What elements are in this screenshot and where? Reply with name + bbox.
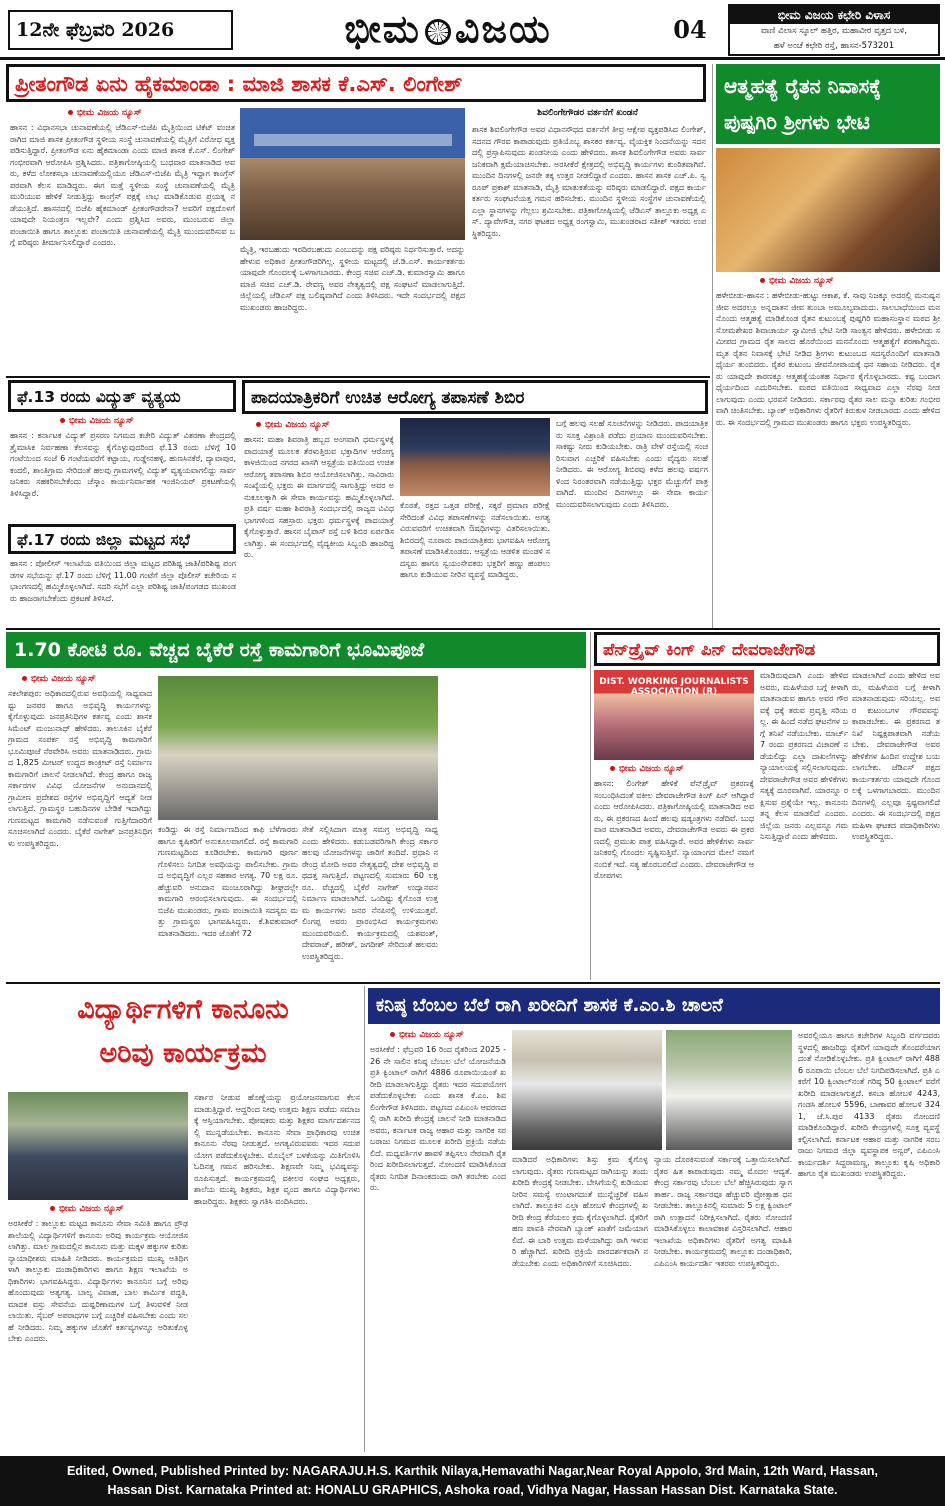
column-rule bbox=[364, 986, 365, 1452]
photo-health-camp bbox=[400, 418, 550, 496]
office-address-line-2: ಹಳೆ ಅಂಚೆ ಕಛೇರಿ ರಸ್ತೆ, ಹಾಸನ-573201 bbox=[773, 41, 895, 51]
newspaper-name bbox=[238, 4, 658, 54]
byline-ragi: ಭೀಮ ವಿಜಯ ನ್ಯೂಸ್ bbox=[390, 1030, 464, 1040]
masthead bbox=[0, 0, 945, 60]
headline-students-line-2: ಅರಿವು ಕಾರ್ಯಕ್ರಮ bbox=[99, 1038, 267, 1069]
article-pendrive-col3: ಮಾಡಲಾಗಿದೆ ಎಂದು ಹೇಳಿದ ಅವರು, ಮಹಿಳೆಯರ ಬಗ್ಗೆ ಕೀಳಾಗಿ ಮಾತನಾಡುವುದು ಸರಿಯಲ್ಲ. ಅವರ ಕುಟುಂಬಗಳ ಗೌರವವನ್ನು ಕಾಪಾಡಬೇಕು. ಈ ಪ್ರಕರಣದ ತನಿಖೆ ನಿಷ್ಪಕ್ಷಪಾತವಾಗಿ ನಡೆಯಬೇಕು. ದೇವರಾಜೇಗೌಡ ಅವರ ಹೇಳಿಕೆಗಳ ಹಿಂದಿನ ಉದ್ದೇಶ ಬಯಲಾಗಬೇಕು. ಜೆಡಿಎಸ್ ಪಕ್ಷದ ಕಾರ್ಯಕರ್ತರು ಯಾವುದೇ ಗೊಂದಲಕ್ಕೆ ಒಳಗಾಗಬಾರದು. ಮುಂದಿನ ದಿನಗಳಲ್ಲಿ ಎಲ್ಲವೂ ಸ್ಪಷ್ಟವಾಗಲಿದೆ ಎಂದರು. ಈ ಸಂದರ್ಭದಲ್ಲಿ ಪಕ್ಷದ ಮಹಿಳಾ ಘಟಕದ ಪದಾಧಿಕಾರಿಗಳು ಉಪಸ್ಥಿತರಿದ್ದರು. bbox=[852, 671, 940, 841]
headline-students-line-1: ವಿದ್ಯಾರ್ಥಿಗಳಿಗೆ ಕಾನೂನು bbox=[77, 994, 289, 1025]
article-students-col2: ಸರ್ಕಾರ ನೀಡುವ ಹೊಣ್ಣೆಯನ್ನು ಪ್ರಯೋಜನವಾಗುವ ಕೆಲಸ ಮಾಡುತ್ತಿದ್ದಾರೆ. ಆದ್ದರಿಂದ ನೀವು ಉತ್ತಮ ಶಿಕ್ಷಣ ಪಡೆದು ಸಮಾಜಕ್ಕೆ ಆಸ್ತಿಯಾಗಬೇಕು. ಪೋಷಕರು ಮತ್ತು ಶಿಕ್ಷಕರ ಮಾರ್ಗದರ್ಶನದಲ್ಲಿ ಮುನ್ನಡೆಯಬೇಕು. ಕಾನೂನು ಸೇವಾ ಪ್ರಾಧಿಕಾರವು ಉಚಿತ ಕಾನೂನು ನೆರವು ನೀಡುತ್ತದೆ. ಅಗತ್ಯವಿರುವವರು ಇದರ ಸದುಪಯೋಗ ಪಡೆದುಕೊಳ್ಳಬೇಕು. ಮೊಬೈಲ್ ಬಳಕೆಯನ್ನು ಮಿತಿಗೊಳಿಸಿ ಓದಿನತ್ತ ಗಮನ ಹರಿಸಬೇಕು. ಶಿಕ್ಷಣವೇ ನಿಮ್ಮ ಭವಿಷ್ಯವನ್ನು ರೂಪಿಸುತ್ತದೆ. ಕಾರ್ಯಕ್ರಮದಲ್ಲಿ ವಕೀಲರ ಸಂಘದ ಅಧ್ಯಕ್ಷರು, ಶಾಲೆಯ ಮುಖ್ಯ ಶಿಕ್ಷಕರು, ಶಿಕ್ಷಕ ವೃಂದ ಹಾಗೂ ವಿದ್ಯಾರ್ಥಿಗಳು ಹಾಜರಿದ್ದರು. ಶಿಕ್ಷಕರು ಸ್ವಾಗತಿಸಿ ವಂದಿಸಿದರು. bbox=[194, 1093, 360, 1206]
article-preetham-col3: ಶಾಸಕ ಶಿವಲಿಂಗೇಗೌಡ ಅವರ ವಿಧಾನಸೌಧದ ವರ್ತನೆಗೆ ತೀವ್ರ ಆಕ್ಷೇಪ ವ್ಯಕ್ತಪಡಿಸಿದ ಲಿಂಗೇಶ್, ಸದನದ ಗೌರವ ಕಾಪಾಡುವುದು ಪ್ರತಿಯೊಬ್ಬ ಶಾಸಕರ ಕರ್ತವ್ಯ. ವೈಯಕ್ತಿಕ ನಿಂದನೆಯನ್ನು ಸದನದಲ್ಲಿ ಪ್ರಸ್ತಾಪಿಸುವುದು ಖಂಡನೀಯ ಎಂದು ಹೇಳಿದರು. ಶಾಸಕ ಶಿವಲಿಂಗೇಗೌಡ ಅವರು ಸಾರ್ವಜನಿಕವಾಗಿ ಕ್ಷಮೆಯಾಚಿಸಬೇಕು. ಅರಸೀಕೆರೆ ಕ್ಷೇತ್ರದಲ್ಲಿ ಅಭಿವೃದ್ಧಿ ಕಾರ್ಯಗಳು ಕುಂಠಿತವಾಗಿವೆ. ಮುಂದಿನ ದಿನಗಳಲ್ಲಿ ಜನರೇ ತಕ್ಕ ಉತ್ತರ ನೀಡಲಿದ್ದಾರೆ ಎಂದರು. ಹಾಸನ ಶಾಸಕ ಎಚ್.ಪಿ. ಸ್ವರೂಪ್ ಪ್ರಕಾಶ್ ಮಾತನಾಡಿ, ಮೈತ್ರಿ ಮಾತುಕತೆಯನ್ನು ವರಿಷ್ಠರು ಮಾಡಲಿದ್ದಾರೆ. ಪಕ್ಷದ ಕಾರ್ಯಕರ್ತರು ಸಂಘಟನೆಯತ್ತ ಗಮನ ಹರಿಸಬೇಕು. ಮುಂದಿನ ಸ್ಥಳೀಯ ಸಂಸ್ಥೆಗಳ ಚುನಾವಣೆಯಲ್ಲಿ ಎಲ್ಲಾ ಸ್ಥಾನಗಳನ್ನು ಗೆಲ್ಲಲು ಶ್ರಮಿಸಬೇಕು. ಪತ್ರಿಕಾಗೋಷ್ಠಿಯಲ್ಲಿ ಜೆಡಿಎಸ್ ತಾಲ್ಲೂಕು ಅಧ್ಯಕ್ಷ ಎಸ್. ದ್ಯಾವೇಗೌಡ, ನಗರ ಘಟಕದ ಅಧ್ಯಕ್ಷ ರಂಗಸ್ವಾಮಿ, ಮುಖಂಡರಾದ ಸತೀಶ್ ಇತರರು ಉಪಸ್ಥಿತರಿದ್ದರು. bbox=[472, 125, 706, 238]
imprint-line-2: Hassan Dist. Karnataka Printed at: HONALU GRAPHICS, Ashoka road, Vidhya Nagar, Hassan Hassan Dist. Karnataka State. bbox=[107, 1483, 838, 1497]
headline-bhoomipooja: 1.70 ಕೋಟಿ ರೂ. ವೆಚ್ಚದ ಬೈಕೆರೆ ರಸ್ತೆ ಕಾಮಗಾರಿಗೆ ಭೂಮಿಪೂಜೆ bbox=[6, 632, 586, 668]
article-bhoomipooja-col1: ಸಕಲೇಶಪುರ: ಅಧಿಕಾರದಲ್ಲಿರುವ ಅವಧಿಯಲ್ಲಿ ಸಾಧ್ಯವಾದಷ್ಟು ಜನಪರ ಹಾಗೂ ಅಭಿವೃದ್ಧಿ ಕಾರ್ಯಗಳನ್ನು ಕೈಗೊಳ್ಳುವುದು ಜನಪ್ರತಿನಿಧಿಗಳ ಕರ್ತವ್ಯ ಎಂದು ಶಾಸಕ ಸಿಮೆಂಟ್ ಮಂಜುನಾಥ್ ಹೇಳಿದರು. ತಾಲೂಕಿನ ಬೈಕೆರೆ ಗ್ರಾಮದ ಸಂಪರ್ಕ ರಸ್ತೆ ಅಭಿವೃದ್ಧಿ ಕಾಮಗಾರಿಗೆ ಭೂಮಿಪೂಜೆ ನೆರವೇರಿಸಿ ಅವರು ಮಾತನಾಡಿದರು. ಗ್ರಾಮದ 1,825 ಮೀಟರ್ ಉದ್ದದ ಕಾಂಕ್ರೀಟ್ ರಸ್ತೆ ನಿರ್ಮಾಣ ಕಾಮಗಾರಿಗೆ ಚಾಲನೆ ನೀಡಲಾಗಿದೆ. ಕೇಂದ್ರ ಹಾಗೂ ರಾಜ್ಯ ಸರ್ಕಾರಗಳ ವಿವಿಧ ಯೋಜನೆಗಳ ಅನುದಾನದಲ್ಲಿ ಗ್ರಾಮೀಣ ಪ್ರದೇಶದ ರಸ್ತೆಗಳ ಅಭಿವೃದ್ಧಿಗೆ ಆದ್ಯತೆ ನೀಡಲಾಗುತ್ತಿದೆ. ಗ್ರಾಮಸ್ಥರ ಬಹುದಿನಗಳ ಬೇಡಿಕೆ ಇದಾಗಿದ್ದು ಗುಣಮಟ್ಟದ ಕಾಮಗಾರಿ ನಡೆಸುವಂತೆ ಗುತ್ತಿಗೆದಾರರಿಗೆ ಸೂಚಿಸಲಾಗಿದೆ ಎಂದರು. ಬೈಕೆರೆ ನಾಗೇಶ್ ಜನಪ್ರತಿನಿಧಿಗಳು ಉಪಸ್ಥಿತರಿದ್ದರು. bbox=[8, 689, 152, 848]
subhead-preetham: ಶಿವಲಿಂಗೇಗೌಡರ ವರ್ತನೆಗೆ ಖಂಡನೆ bbox=[537, 108, 638, 118]
photo-press-meet-preetham bbox=[240, 108, 465, 240]
imprint-footer bbox=[0, 1456, 945, 1506]
photo-students-program bbox=[8, 1092, 188, 1200]
article-preetham-col2: ಮೈತ್ರಿ, ಇರಬಹುದು ಇರದಿರಬಹುದು ಎಂಬುದನ್ನು ಪಕ್ಷ ವರಿಷ್ಠರು ನಿರ್ಧರಿಸುತ್ತಾರೆ. ಅದನ್ನು ಹೇಳುವ ಅಧಿಕಾರ ಪ್ರೀತಂಗೌಡರಿಗಿಲ್ಲ. ಸ್ಥಳೀಯ ಮಟ್ಟದಲ್ಲಿ ಜೆ.ಡಿ.ಎಸ್. ಕಾರ್ಯಕರ್ತರು ಯಾವುದೇ ಗೊಂದಲಕ್ಕೆ ಒಳಗಾಗಬಾರದು. ಕೇಂದ್ರ ಸಚಿವ ಎಚ್.ಡಿ. ಕುಮಾರಸ್ವಾಮಿ ಹಾಗೂ ಮಾಜಿ ಸಚಿವ ಎಚ್.ಡಿ. ರೇವಣ್ಣ ಅವರ ನೇತೃತ್ವದಲ್ಲಿ ಪಕ್ಷ ಸಂಘಟನೆ ಮಾಡಲಾಗುತ್ತಿದೆ. ಜಿಲ್ಲೆಯಲ್ಲಿ ಜೆಡಿಎಸ್ ಪಕ್ಷ ಬಲಿಷ್ಠವಾಗಿದೆ ಎಂದು ತಿಳಿಸಿದರು. ಇದೇ ಸಂದರ್ಭದಲ್ಲಿ ಪಕ್ಷದ ಮುಖಂಡರು ಹಾಜರಿದ್ದರು. bbox=[240, 245, 465, 312]
column-rule bbox=[590, 632, 591, 980]
byline-preetham: ಭೀಮ ವಿಜಯ ನ್ಯೂಸ್ bbox=[68, 108, 142, 118]
byline-bhoomipooja: ಭೀಮ ವಿಜಯ ನ್ಯೂಸ್ bbox=[22, 674, 96, 684]
article-electricity: ಹಾಸನ : ಕರ್ನಾಟಕ ವಿದ್ಯುತ್ ಪ್ರಸರಣ ನಿಗಮದ ಕಚೇರಿ ವಿದ್ಯುತ್ ವಿತರಣಾ ಕೇಂದ್ರದಲ್ಲಿ ತ್ರೈಮಾಸಿಕ ನಿರ್ವಹಣಾ ಕೆಲಸವನ್ನು ಕೈಗೊಳ್ಳುವುದರಿಂದ ಫೆ.13 ರಂದು ಬೆಳಿಗ್ಗೆ 10 ಗಂಟೆಯಿಂದ ಸಂಜೆ 6 ಗಂಟೆಯವರೆಗೆ ಕಟ್ಟಾಯ, ಗುಡ್ಡೇನಹಳ್ಳಿ, ಹುಣಸಿನಕೆರೆ, ದ್ಯಾವಾಪುರ, ಕಂದಲಿ, ಶಾಂತಿಗ್ರಾಮ ಸೇರಿದಂತೆ ಹಲವು ಗ್ರಾಮಗಳಲ್ಲಿ ವಿದ್ಯುತ್ ವ್ಯತ್ಯಯವಾಗಲಿದ್ದು ಸಾರ್ವಜನಿಕರು ಸಹಕರಿಸಬೇಕೆಂದು ಚೆಸ್ಕಾಂ ಕಾರ್ಯನಿರ್ವಾಹಕ ಇಂಜಿನಿಯರ್ ಪ್ರಕಟಣೆಯಲ್ಲಿ ತಿಳಿಸಿದ್ದಾರೆ. bbox=[10, 431, 236, 498]
headline-ragi: ಕನಿಷ್ಠ ಬೆಂಬಲ ಬೆಲೆ ರಾಗಿ ಖರೀದಿಗೆ ಶಾಸಕ ಕೆ.ಎಂ.ಶಿ ಚಾಲನೆ bbox=[368, 988, 940, 1024]
headline-students bbox=[6, 988, 360, 1078]
article-pendrive-col1: ಹಾಸನ: ಲಿಂಗೇಶ್ ಹೇಳಿಕೆ ಪೆನ್‌ಡ್ರೈವ್ ಪ್ರಕರಣಕ್ಕೆ ಸಂಬಂಧಿಸಿದಂತೆ ವಕೀಲ ದೇವರಾಜೇಗೌಡ ಕಿಂಗ್ ಪಿನ್ ಆಗಿದ್ದಾರೆ ಎಂದು ಆರೋಪಿಸಿದರು. ಪತ್ರಿಕಾಗೋಷ್ಠಿಯಲ್ಲಿ ಮಾತನಾಡಿದ ಅವರು, ಈ ಪ್ರಕರಣದ ಹಿಂದೆ ಹಲವು ಷಡ್ಯಂತ್ರಗಳು ನಡೆದಿವೆ. ಬುಧವಾರ ಮಾತನಾಡಿದ ಅವರು, ದೇವರಾಜೇಗೌಡ ಅವರು ಈ ಪ್ರಕರಣದಲ್ಲಿ ಪ್ರಮುಖ ಪಾತ್ರ ವಹಿಸಿದ್ದಾರೆ. ಅವರ ಹೇಳಿಕೆಗಳು ಸಾರ್ವಜನಿಕರಲ್ಲಿ ಗೊಂದಲ ಸೃಷ್ಟಿಸುತ್ತಿವೆ. ನ್ಯಾಯಾಂಗದ ಮೇಲೆ ನಮಗೆ ನಂಬಿಕೆ ಇದೆ. ಸತ್ಯ ಹೊರಬರಲಿದೆ ಎಂದರು. ದೇವರಾಜೇಗೌಡ ಆರೋಪಗಳು bbox=[594, 779, 754, 880]
headline-pushpagiri: ಆತ್ಮಹತ್ಯೆ ರೈತನ ನಿವಾಸಕ್ಕೆ ಪುಷ್ಪಗಿರಿ ಶ್ರೀಗಳು ಭೇಟಿ bbox=[716, 64, 940, 144]
photo-swamiji-visit bbox=[716, 148, 940, 272]
newspaper-name-right: ವಿಜಯ bbox=[454, 7, 552, 51]
section-rule bbox=[6, 982, 940, 984]
photo-pendrive-press-meet bbox=[594, 670, 754, 760]
article-preetham-col1: ಹಾಸನ : ವಿಧಾನಸಭಾ ಚುನಾವಣೆಯಲ್ಲಿ ಜೆಡಿಎಸ್-ಬಿಜೆಪಿ ಮೈತ್ರಿಯಿಂದ ಟಿಕೆಟ್ ವಂಚಿತರಾಗಿದ ಮಾಜಿ ಶಾಸಕ ಪ್ರೀತಂಗೌಡ ಸ್ಥಳೀಯ ಸಂಸ್ಥೆ ಚುನಾವಣೆಯಲ್ಲಿ ಮೈತ್ರಿಗೆ ವಿರೋಧ ವ್ಯಕ್ತಪಡಿಸುತ್ತಿದ್ದಾರೆ. ಪ್ರೀತಂಗೌಡ ಏನು ಹೈಕಮಾಂಡಾ ಎಂದು ಮಾಜಿ ಶಾಸಕ ಕೆ.ಎಸ್. ಲಿಂಗೇಶ್ ಗಂಭೀರವಾಗಿ ಆರೋಪಿಸಿ ಪ್ರಶ್ನಿಸಿದರು. ಪತ್ರಿಕಾಗೋಷ್ಠಿಯಲ್ಲಿ ಬುಧವಾರ ಮಾತನಾಡಿದ ಅವರು, ಕಳೆದ ಲೋಕಸಭಾ ಚುನಾವಣೆಯಲ್ಲಿಯೂ ಜೆಡಿಎಸ್-ಬಿಜೆಪಿ ಮೈತ್ರಿ ಇದ್ದಾಗ ಕಾಂಗ್ರೆಸ್ ಪರವಾಗಿ ಕೆಲಸ ಮಾಡಿದ್ದರು. ಈಗ ಮತ್ತೆ ಸ್ಥಳೀಯ ಸಂಸ್ಥೆ ಚುನಾವಣೆಯಲ್ಲಿ ಮೈತ್ರಿ ಮುರಿಯುವ ಹೇಳಿಕೆ ನೀಡುತ್ತಿದ್ದು ಕಾಂಗ್ರೆಸ್ ಪಕ್ಷಕ್ಕೆ ಲಾಭ ಮಾಡಿಕೊಡುವ ಪ್ರಯತ್ನ ನಡೆಯುತ್ತಿದೆ. ಹಾಸನದಲ್ಲಿ ಬಿಜೆಪಿ ಹೈಕಮಾಂಡ್ ಪ್ರೀತಂಗೌಡರೇನಾ? ಅವರಿಗೆ ಪಕ್ಷದೊಳಗೆ ಯಾವುದೇ ನಿಯಂತ್ರಣ ಇಲ್ಲವೇ? ಎಂದು ಪ್ರಶ್ನಿಸಿದ ಅವರು, ಮುಂಬರುವ ಜಿಲ್ಲಾ ಪಂಚಾಯಿತಿ ಹಾಗೂ ತಾಲ್ಲೂಕು ಪಂಚಾಯಿತಿ ಚುನಾವಣೆಯಲ್ಲಿ ಮೈತ್ರಿ ಮುಂದುವರಿಸುವ ಬಗ್ಗೆ ವರಿಷ್ಠರು ತೀರ್ಮಾನಿಸಲಿದ್ದಾರೆ ಎಂದರು. bbox=[10, 123, 235, 247]
page-number: 04 bbox=[673, 15, 707, 44]
imprint-line-1: Edited, Owned, Published Printed by: NAGARAJU.H.S. Karthik Nilaya,Hemavathi Nagar,Near Royal Appolo, 3rd Main, 12th Ward, Hassan, bbox=[66, 1464, 879, 1478]
section-rule bbox=[6, 628, 940, 630]
article-ragi-col3: ನ್ಯಾಯ ದೊರಕಿಸುವಂತೆ ಸರ್ಕಾರಕ್ಕೆ ಒತ್ತಾಯಿಸಲಾಗಿದೆ. ರೈತರ ಹಿತ ಕಾಪಾಡುವುದು ನಮ್ಮ ಮೊದಲ ಆದ್ಯತೆ. ಕೇಂದ್ರ ಸರ್ಕಾರವು ಬೆಂಬಲ ಬೆಲೆ ಹೆಚ್ಚಿಸಿರುವುದು ಸ್ವಾಗತಾರ್ಹ. ರಾಜ್ಯ ಸರ್ಕಾರವೂ ಹೆಚ್ಚುವರಿ ಪ್ರೋತ್ಸಾಹ ಧನ ನೀಡಬೇಕು. ತಾಲ್ಲೂಕಿನಲ್ಲಿ ಸುಮಾರು 5 ಲಕ್ಷ ಕ್ವಿಂಟಾಲ್ ರಾಗಿ ಉತ್ಪಾದನೆ ನಿರೀಕ್ಷಿಸಲಾಗಿದೆ. ರೈತರು ನೋಂದಣಿ ಮಾಡಿಸಿಕೊಳ್ಳಲು ಕಾಲಾವಕಾಶ ವಿಸ್ತರಿಸಲಾಗಿದೆ. ಆಹಾರ ಇಲಾಖೆಯ ಅಧಿಕಾರಿಗಳು ರೈತರಿಗೆ ಅಗತ್ಯ ಮಾಹಿತಿ ನೀಡಬೇಕು. ಕಾರ್ಯಕ್ರಮದಲ್ಲಿ ತಾಲ್ಲೂಕು ದಂಡಾಧಿಕಾರಿ, ಎಪಿಎಂಸಿ ಕಾರ್ಯದರ್ಶಿ ಇತರರು ಉಪಸ್ಥಿತರಿದ್ದರು. bbox=[654, 1155, 792, 1268]
photo-ragi-procurement bbox=[666, 1030, 792, 1150]
article-district-meeting: ಹಾಸನ : ಪೋಲೀಸ್ ಇಲಾಖೆಯ ವತಿಯಿಂದ ಜಿಲ್ಲಾ ಮಟ್ಟದ ಪರಿಶಿಷ್ಟ ಜಾತಿ/ಪರಿಶಿಷ್ಟ ಪಂಗಡಗಳ ಸಭೆಯನ್ನು ಫೆ.17 ರಂದು ಬೆಳಿಗ್ಗೆ 11.00 ಗಂಟೆಗೆ ಜಿಲ್ಲಾ ಪೊಲೀಸ್ ಕಚೇರಿಯ ಸಭಾಂಗಣದಲ್ಲಿ ಹಮ್ಮಿಕೊಳ್ಳಲಾಗಿದೆ. ಸದರಿ ಸಭೆಗೆ ಎಲ್ಲಾ ಪರಿಶಿಷ್ಟ ಜಾತಿ/ಪಂಗಡದ ಮುಖಂಡರು ಹಾಜರಾಗಬೇಕೆಂದು ಪ್ರಕಟಣೆ ತಿಳಿಸಿದೆ. bbox=[10, 559, 236, 603]
column-rule bbox=[712, 64, 713, 628]
issue-date: 12ನೇ ಫೆಬ್ರವರಿ 2026 bbox=[8, 10, 233, 50]
byline-pendrive: ಭೀಮ ವಿಜಯ ನ್ಯೂಸ್ bbox=[610, 764, 684, 774]
article-pendrive-col2: ಮಾಡಿರುವುದಾಗಿ ಎಂದು ಹೇಳಿದ ಅವರು, ಮಹಿಳೆಯರ ಬಗ್ಗೆ ಕೀಳಾಗಿ ಮಾತನಾಡುವ ಹಾಗೂ ಅವರ ಗೌರವಕ್ಕೆ ಧಕ್ಕೆ ತರುವ ಪ್ರವೃತ್ತಿ ಸರಿಯಲ್ಲ. ಈ ಹಿಂದೆ ನಡೆದ ಘಟನೆಗಳ ಬಗ್ಗೆ ತನಿಖೆ ನಡೆಯಬೇಕು. ಮಾರ್ಚ್ 7 ರಂದು ಪ್ರಕರಣದ ವಿಚಾರಣೆ ನಡೆಯಲಿದ್ದು ಎಲ್ಲಾ ದಾಖಲೆಗಳನ್ನು ನ್ಯಾಯಾಲಯಕ್ಕೆ ಸಲ್ಲಿಸಲಾಗುವುದು. ದೇವರಾಜೇಗೌಡ ಅವರ ಹೇಳಿಕೆಗಳು ಸತ್ಯಕ್ಕೆ ದೂರವಾಗಿವೆ. ಯಾರನ್ನೂ ರಕ್ಷಿಸುವ ಪ್ರಶ್ನೆಯೇ ಇಲ್ಲ. ಕಾನೂನು ತನ್ನ ಕೆಲಸ ಮಾಡಲಿದೆ ಎಂದರು. ಜಿಲ್ಲೆಯ ಜನರು ಎಲ್ಲವನ್ನೂ ಗಮನಿಸುತ್ತಿದ್ದಾರೆ ಎಂದು ಹೇಳಿದರು. bbox=[760, 671, 848, 841]
newspaper-name-left: ಭೀಮ bbox=[344, 7, 421, 51]
article-health-camp-col3: ಬಗ್ಗೆ ಹಲವು ಸಲಹೆ ಸೂಚನೆಗಳನ್ನು ನೀಡಿದರು. ಪಾದಯಾತ್ರಿಕರು ಸೂಕ್ತ ವಿಶ್ರಾಂತಿ ಪಡೆದು ಪ್ರಯಾಣ ಮುಂದುವರಿಸಬೇಕು. ಸಾಕಷ್ಟು ನೀರು ಕುಡಿಯಬೇಕು. ರಾತ್ರಿ ವೇಳೆ ರಸ್ತೆಯಲ್ಲಿ ಸಂಚರಿಸುವಾಗ ಎಚ್ಚರಿಕೆ ವಹಿಸಬೇಕು ಎಂದು ವೈದ್ಯರು ಸಲಹೆ ನೀಡಿದರು. ಈ ಆರೋಗ್ಯ ಶಿಬಿರವು ಕಳೆದ ಹಲವು ವರ್ಷಗಳಿಂದ ನಿರಂತರವಾಗಿ ನಡೆಯುತ್ತಿದ್ದು ಭಕ್ತರ ಮೆಚ್ಚುಗೆಗೆ ಪಾತ್ರವಾಗಿದೆ. ಮುಂದಿನ ದಿನಗಳಲ್ಲೂ ಈ ಸೇವಾ ಕಾರ್ಯ ಮುಂದುವರಿಸಲಾಗುವುದು ಎಂದು ತಿಳಿಸಿದರು. bbox=[556, 419, 708, 509]
headline-health-camp: ಪಾದಯಾತ್ರಿಕರಿಗೆ ಉಚಿತ ಆರೋಗ್ಯ ತಪಾಸಣೆ ಶಿಬಿರ bbox=[242, 380, 708, 414]
photo-ragi-launch bbox=[512, 1030, 662, 1150]
office-address-box bbox=[728, 4, 940, 56]
article-ragi-col1: ಅರಸೀಕೆರೆ : ಫೆಬ್ರವರಿ 16 ರಿಂದ ರೈತರಿಂದ 2025 - 26 ನೇ ಸಾಲಿನ ಕನಿಷ್ಠ ಬೆಂಬಲ ಬೆಲೆ ಯೋಜನೆಯಡಿ ಪ್ರತಿ ಕ್ವಿಂಟಾಲ್ ರಾಗಿಗೆ 4886 ರೂಪಾಯಿಯಂತೆ ಖರೀದಿ ಮಾಡಲಾಗುತ್ತಿದ್ದು ರೈತರು ಇದರ ಸದುಪಯೋಗ ಪಡೆದುಕೊಳ್ಳಬೇಕು ಎಂದು ಶಾಸಕ ಕೆ.ಎಂ. ಶಿವಲಿಂಗೇಗೌಡ ತಿಳಿಸಿದರು. ಪಟ್ಟಣದ ಎಪಿಎಂಸಿ ಆವರಣದಲ್ಲಿ ರಾಗಿ ಖರೀದಿ ಕೇಂದ್ರಕ್ಕೆ ಚಾಲನೆ ನೀಡಿ ಮಾತನಾಡಿದ ಅವರು, ಕರ್ನಾಟಕ ರಾಜ್ಯ ಆಹಾರ ಮತ್ತು ನಾಗರಿಕ ಸರಬರಾಜು ನಿಗಮದ ಮೂಲಕ ಖರೀದಿ ಪ್ರಕ್ರಿಯೆ ನಡೆಯಲಿದೆ. ಮಧ್ಯವರ್ತಿಗಳ ಹಾವಳಿ ತಪ್ಪಿಸಲು ನೇರವಾಗಿ ರೈತರಿಂದ ಖರೀದಿಸಲಾಗುತ್ತದೆ. ನೋಂದಣಿ ಮಾಡಿಸಿಕೊಂಡ ರೈತರು ನಿಗದಿತ ದಿನಾಂಕದಂದು ರಾಗಿ ತರಬೇಕು ಎಂದರು. bbox=[370, 1045, 506, 1192]
article-bhoomipooja-col3: ಸೇತೆ ಸಲ್ಲಿಸಿದಾಗ ಮಾತ್ರ ಸಮಗ್ರ ಅಭಿವೃದ್ಧಿ ಸಾಧ್ಯ ಎಂದು ಹೇಳಿದರು. ಕಡುಬಡವರಿಗಾಗಿ ಕೇಂದ್ರ ಸರ್ಕಾರ ಹಲವು ಯೋಜನೆಗಳನ್ನು ಜಾರಿಗೆ ತಂದಿದೆ. ಪ್ರಧಾನಿ ನರೇಂದ್ರ ಮೋದಿ ಅವರ ನೇತೃತ್ವದಲ್ಲಿ ದೇಶ ಅಭಿವೃದ್ಧಿ ಪಥದತ್ತ ಸಾಗುತ್ತಿದೆ. ಪಟ್ಟಣದಲ್ಲಿ ಸುಮಾರು 60 ಲಕ್ಷ ರೂ. ವೆಚ್ಚದಲ್ಲಿ ಬೈಕೆರೆ ನಾಗೇಶ್ ಉದ್ಯಾನವನ ನಿರ್ಮಾಣ ಮಾಡಲಾಗಿದೆ. ಒಂದಿಷ್ಟು ಕೈಗೊಂಡ ಉತ್ತಮ ಕಾರ್ಯಗಳು ಜನರ ನೆನಪಿನಲ್ಲಿ ಉಳಿಯುತ್ತವೆ. ಲಿಂಗಪ್ಪ ಅವರು ಪ್ರಾರಂಭಿಸಿದ ಕಾರ್ಯಕ್ರಮಗಳು ಮುಂದುವರಿಯಲಿ. ಕಾರ್ಯಕ್ರಮದಲ್ಲಿ ಯಶವಂತ್, ದೇವರಾಜ್, ಹರೀಶ್, ಜಗದೀಶ್ ಸೇರಿದಂತೆ ಹಲವರು ಉಪಸ್ಥಿತರಿದ್ದರು. bbox=[302, 825, 438, 961]
headline-district-meeting: ಫೆ.17 ರಂದು ಜಿಲ್ಲಾ ಮಟ್ಟದ ಸಭೆ bbox=[8, 524, 236, 554]
byline-students: ಭೀಮ ವಿಜಯ ನ್ಯೂಸ್ bbox=[50, 1204, 124, 1214]
article-health-camp-col1: ಹಾಸನ: ಮಹಾ ಶಿವರಾತ್ರಿ ಹಬ್ಬದ ಅಂಗವಾಗಿ ಧರ್ಮಸ್ಥಳಕ್ಕೆ ಪಾದಯಾತ್ರೆ ಮೂಲಕ ತೆರಳುತ್ತಿರುವ ಭಕ್ತಾದಿಗಳ ಆರೋಗ್ಯ ಕಾಳಜಿಯಿಂದ ನಗರದ ಖಾಸಗಿ ಆಸ್ಪತ್ರೆಯ ವತಿಯಿಂದ ಉಚಿತ ಆರೋಗ್ಯ ತಪಾಸಣಾ ಶಿಬಿರ ಆಯೋಜಿಸಲಾಗಿತ್ತು. ಸಾವಿರಾರು ಸಂಖ್ಯೆಯಲ್ಲಿ ಭಕ್ತರು ಈ ಮಾರ್ಗದಲ್ಲಿ ಸಾಗುತ್ತಿದ್ದು ಅವರ ಅನುಕೂಲಕ್ಕಾಗಿ ಈ ಸೇವಾ ಕಾರ್ಯವನ್ನು ಹಮ್ಮಿಕೊಳ್ಳಲಾಗಿದೆ. ಪ್ರತಿ ವರ್ಷ ಮಹಾ ಶಿವರಾತ್ರಿ ಸಂದರ್ಭದಲ್ಲಿ ರಾಜ್ಯದ ವಿವಿಧ ಭಾಗಗಳಿಂದ ಸಹಸ್ರಾರು ಭಕ್ತರು ಧರ್ಮಸ್ಥಳಕ್ಕೆ ಪಾದಯಾತ್ರೆ ಕೈಗೊಳ್ಳುತ್ತಾರೆ. ಹಾಸನ ಬೈಪಾಸ್ ರಸ್ತೆ ಬಳಿ ಶಿಬಿರ ಏರ್ಪಡಿಸಲಾಗಿತ್ತು. ಈ ಸಂದರ್ಭದಲ್ಲಿ ವೈದ್ಯಕೀಯ ಸಿಬ್ಬಂದಿ ಹಾಜರಿದ್ದರು. bbox=[244, 435, 394, 559]
headline-pendrive: ಪೆನ್‌ಡ್ರೈವ್ ಕಿಂಗ್ ಪಿನ್ ದೇವರಾಜೇಗೌಡ bbox=[594, 632, 940, 666]
office-title: ಭೀಮ ವಿಜಯ ಕಛೇರಿ ವಿಳಾಸ bbox=[730, 6, 938, 24]
chakra-icon bbox=[425, 19, 451, 45]
office-address-line-1: ವಾಣಿ ವಿಲಾಸ ಸ್ಕೂಲ್ ಹತ್ತಿರ, ಮಹಾವೀರ ವೃತ್ತದ ಬಳಿ, bbox=[760, 26, 908, 36]
article-students-col1: ಅರಸೀಕೆರೆ : ತಾಲ್ಲೂಕು ಮಟ್ಟದ ಕಾನೂನು ಸೇವಾ ಸಮಿತಿ ಹಾಗೂ ಪ್ರೌಢ ಶಾಲೆಯಲ್ಲಿ ವಿದ್ಯಾರ್ಥಿಗಳಿಗೆ ಕಾನೂನು ಅರಿವು ಕಾರ್ಯಕ್ರಮ ಆಯೋಜಿಸಲಾಗಿತ್ತು. ಮಾಲ ಗ್ರಾಮದಲ್ಲಿನ ಕಾನೂನು ಮತ್ತು ಮಕ್ಕಳ ಹಕ್ಕುಗಳ ಕುರಿತು ನ್ಯಾಯಾಧೀಶರು ಮಾಹಿತಿ ನೀಡಿದರು. ಕಾರ್ಯಕ್ರಮದ ಮುಖ್ಯ ಅತಿಥಿಗಳಾಗಿ ತಾಲ್ಲೂಕು ದಂಡಾಧಿಕಾರಿಗಳು ಹಾಗೂ ಶಿಕ್ಷಣ ಇಲಾಖೆಯ ಅಧಿಕಾರಿಗಳು ಭಾಗವಹಿಸಿದ್ದರು. ವಿದ್ಯಾರ್ಥಿಗಳು ಕಾನೂನಿನ ಬಗ್ಗೆ ಅರಿವು ಹೊಂದುವುದು ಅತ್ಯಗತ್ಯ. ಬಾಲ್ಯ ವಿವಾಹ, ಬಾಲ ಕಾರ್ಮಿಕ ಪದ್ಧತಿ, ಮಾದಕ ವಸ್ತು ಸೇವನೆಯ ದುಷ್ಪರಿಣಾಮಗಳ ಬಗ್ಗೆ ತಿಳುವಳಿಕೆ ನೀಡಲಾಯಿತು. ಸೈಬರ್ ಅಪರಾಧಗಳ ಬಗ್ಗೆ ಎಚ್ಚರಿಕೆ ವಹಿಸಬೇಕು ಎಂದು ಸಲಹೆ ನೀಡಿದರು. ನಿಮ್ಮ ಹಕ್ಕುಗಳ ಜೊತೆಗೆ ಕರ್ತವ್ಯಗಳನ್ನೂ ಅರಿತುಕೊಳ್ಳಬೇಕು ಎಂದರು. bbox=[8, 1219, 188, 1343]
section-rule bbox=[6, 376, 710, 378]
article-ragi-col4: ಅವರಲ್ಲಿಯೂ ಹಾಗೂ ಕಚೇರಿಗಳ ಸಿಬ್ಬಂದಿ ವರ್ಗದವರು ಸ್ಥಳದಲ್ಲಿ ಹಾಜರಿದ್ದು ರೈತರಿಗೆ ಯಾವುದೇ ತೊಂದರೆಯಾಗದಂತೆ ನೋಡಿಕೊಳ್ಳಬೇಕು. ಪ್ರತಿ ಕ್ವಿಂಟಾಲ್ ರಾಗಿಗೆ 4886 ರೂಪಾಯಿ ಬೆಂಬಲ ಬೆಲೆ ನಿಗದಿಪಡಿಸಲಾಗಿದೆ. ಪ್ರತಿ ಎಕರೆಗೆ 10 ಕ್ವಿಂಟಾಲ್‌ನಂತೆ ಗರಿಷ್ಠ 50 ಕ್ವಿಂಟಾಲ್ ವರೆಗೆ ಖರೀದಿ ಮಾಡಲಾಗುತ್ತದೆ. ಕಸಬಾ ಹೋಬಳಿ 4243, ಗಂಡಸಿ ಹೋಬಳಿ 5596, ಬಾಣಾವರ ಹೋಬಳಿ 3241, ಜೆ.ಸಿ.ಪುರ 4133 ರೈತರು ನೋಂದಣಿ ಮಾಡಿಕೊಂಡಿದ್ದಾರೆ. ಖರೀದಿ ಕೇಂದ್ರಗಳಲ್ಲಿ ಸೂಕ್ತ ವ್ಯವಸ್ಥೆ ಕಲ್ಪಿಸಲಾಗಿದೆ. ಕರ್ನಾಟಕ ಆಹಾರ ಮತ್ತು ನಾಗರಿಕ ಸರಬರಾಜು ನಿಗಮದ ಜಿಲ್ಲಾ ವ್ಯವಸ್ಥಾಪಕ ಅನ್ವರ್, ಎಪಿಎಂಸಿ ಕಾರ್ಯದರ್ಶಿ ಸಿದ್ದರಾಮಣ್ಣ, ತಾಲ್ಲೂಕು ಕೃಷಿ ಅಧಿಕಾರಿ ಹಾಗೂ ರೈತ ಮುಖಂಡರು ಉಪಸ್ಥಿತರಿದ್ದರು. bbox=[798, 1031, 940, 1178]
headline-preetham: ಪ್ರೀತಂಗೌಡ ಏನು ಹೈಕಮಾಂಡಾ : ಮಾಜಿ ಶಾಸಕ ಕೆ.ಎಸ್. ಲಿಂಗೇಶ್ bbox=[6, 64, 706, 102]
byline-electricity: ಭೀಮ ವಿಜಯ ನ್ಯೂಸ್ bbox=[60, 416, 134, 426]
photo-bhoomipooja bbox=[158, 676, 438, 820]
article-pushpagiri: ಹಳೇಬೀಡು-ಹಾಸನ : ಹಳೇಬೀಡು-ಹುಟ್ಟು ಆಕಾಶ, ಕೆ. ಸಾವು ನಿಜಕ್ಕೂ ಅದರಲ್ಲಿ ಮನುಷ್ಯನ ಜೀವ ಅದರಲ್ಲೂ ಅನ್ನದಾತನ ಜೀವ ತುಂಬಾ ಅಮೂಲ್ಯವಾದುದು. ಸಾಲಬಾಧೆಯಿಂದ ಮನನೊಂದು ಆತ್ಮಹತ್ಯೆ ಮಾಡಿಕೊಂಡ ರೈತನ ಕುಟುಂಬಕ್ಕೆ ಪುಷ್ಪಗಿರಿ ಮಹಾಸಂಸ್ಥಾನ ಮಠದ ಶ್ರೀ ಸೋಮಶೇಖರ ಶಿವಾಚಾರ್ಯ ಸ್ವಾಮೀಜಿ ಭೇಟಿ ನೀಡಿ ಸಾಂತ್ವನ ಹೇಳಿದರು. ಹಳೇಬೀಡು ಸಮೀಪದ ಗ್ರಾಮದ ರೈತ ಸಾಲದ ಹೊರೆಯಿಂದ ಮನನೊಂದು ಆತ್ಮಹತ್ಯೆಗೆ ಶರಣಾಗಿದ್ದರು. ಮೃತ ರೈತನ ನಿವಾಸಕ್ಕೆ ಭೇಟಿ ನೀಡಿದ ಶ್ರೀಗಳು ಕುಟುಂಬದ ಸದಸ್ಯರೊಂದಿಗೆ ಮಾತನಾಡಿ ಧೈರ್ಯ ತುಂಬಿದರು. ರೈತರ ಕುಟುಂಬ ಜೀವನೋಪಾಯಕ್ಕೆ ಧನ ಸಹಾಯ ನೀಡಿದರು. ರೈತರು ಯಾವುದೇ ಕಾರಣಕ್ಕೂ ಆತ್ಮಹತ್ಯೆಯಂತಹ ನಿರ್ಧಾರ ಕೈಗೊಳ್ಳಬಾರದು. ಕಷ್ಟ ಬಂದಾಗ ಧೈರ್ಯದಿಂದ ಎದುರಿಸಬೇಕು. ಮಠದ ವತಿಯಿಂದ ಸಾಧ್ಯವಾದ ಎಲ್ಲಾ ನೆರವು ನೀಡಲಾಗುವುದು ಎಂದು ಭರವಸೆ ನೀಡಿದರು. ಸರ್ಕಾರವು ರೈತರ ಸಾಲ ಮನ್ನಾ ಕುರಿತು ಗಂಭೀರವಾಗಿ ಚಿಂತಿಸಬೇಕು. ಬ್ಯಾಂಕ್ ಅಧಿಕಾರಿಗಳು ರೈತರಿಗೆ ಕಿರುಕುಳ ನೀಡಬಾರದು ಎಂದು ಹೇಳಿದರು. ಈ ಸಂದರ್ಭದಲ್ಲಿ ಗ್ರಾಮದ ಮುಖಂಡರು ಹಾಗೂ ಭಕ್ತರು ಉಪಸ್ಥಿತರಿದ್ದರು. bbox=[716, 291, 940, 427]
byline-pushpagiri: ಭೀಮ ವಿಜಯ ನ್ಯೂಸ್ bbox=[760, 276, 834, 286]
article-ragi-col2: ಮಾಡಿದರೆ ಅಧಿಕಾರಿಗಳು ಶಿಸ್ತು ಕ್ರಮ ಕೈಗೊಳ್ಳಲಾಗುವುದು. ರೈತರು ಗುಣಮಟ್ಟದ ರಾಗಿಯನ್ನು ತಂದು ಖರೀದಿ ಕೇಂದ್ರಕ್ಕೆ ನೀಡಬೇಕು. ಬೇಸಿಗೆಯಲ್ಲಿ ಕುಡಿಯುವ ನೀರಿನ ಸಮಸ್ಯೆ ಉಂಟಾಗದಂತೆ ಮುನ್ನೆಚ್ಚರಿಕೆ ವಹಿಸಲಾಗಿದೆ. ತಾಲ್ಲೂಕಿನ ಎಲ್ಲಾ ಹೋಬಳಿ ಕೇಂದ್ರಗಳಲ್ಲಿ ಖರೀದಿ ಕೇಂದ್ರ ತೆರೆಯಲು ಕ್ರಮ ಕೈಗೊಳ್ಳಲಾಗಿದೆ. ರೈತರಿಗೆ ಹಣ ಪಾವತಿ ನೇರವಾಗಿ ಬ್ಯಾಂಕ್ ಖಾತೆಗೆ ಜಮೆಯಾಗಲಿದೆ. ಈ ಬಾರಿ ಉತ್ತಮ ಮಳೆಯಾಗಿದ್ದು ರಾಗಿ ಇಳುವರಿ ಹೆಚ್ಚಾಗಿದೆ. ಖರೀದಿ ಪ್ರಕ್ರಿಯೆ ಪಾರದರ್ಶಕವಾಗಿ ನಡೆಯಬೇಕು ಎಂದು ಅಧಿಕಾರಿಗಳಿಗೆ ಸೂಚಿಸಿದರು. bbox=[512, 1155, 648, 1268]
article-bhoomipooja-col2: ಕಂಡಿದ್ದು ಈ ರಸ್ತೆ ನಿರ್ಮಾಣದಿಂದ ಕಾಫಿ ಬೆಳೆಗಾರರು ಹಾಗೂ ಕೃಷಿಕರಿಗೆ ಅನುಕೂಲವಾಗಲಿದೆ. ರಸ್ತೆ ಕಾಮಗಾರಿ ಗುಣಮಟ್ಟದಿಂದ ಕೂಡಿರಬೇಕು. ಕಾಮಗಾರಿ ಪೂರ್ಣಗೊಳಿಸಲು ನಿಗದಿತ ಅವಧಿಯನ್ನು ಪಾಲಿಸಬೇಕು. ಗ್ರಾಮದ ಅಭಿವೃದ್ಧಿಗೆ ಎಲ್ಲರ ಸಹಕಾರ ಅಗತ್ಯ. 70 ಲಕ್ಷ ರೂ. ಹೆಚ್ಚುವರಿ ಅನುದಾನ ಮಂಜೂರಾಗಿದ್ದು ಶೀಘ್ರದಲ್ಲೇ ಕಾಮಗಾರಿ ಆರಂಭಿಸಲಾಗುವುದು. ಈ ಸಂದರ್ಭದಲ್ಲಿ ಬಿಜೆಪಿ ಮುಖಂಡರು, ಗ್ರಾಮ ಪಂಚಾಯಿತಿ ಸದಸ್ಯರು ಮತ್ತು ಗ್ರಾಮಸ್ಥರು ಭಾಗವಹಿಸಿದ್ದರು. ಕೆ.ಶಿವಕುಮಾರ್ ಮಾತನಾಡಿದರು. ಇದರ ಜೊತೆಗೆ 72 bbox=[158, 825, 298, 938]
article-health-camp-col2: ಕೊರತೆ, ರಕ್ತದ ಒತ್ತಡ ಪರೀಕ್ಷೆ, ಸಕ್ಕರೆ ಪ್ರಮಾಣ ಪರೀಕ್ಷೆ ಸೇರಿದಂತೆ ವಿವಿಧ ತಪಾಸಣೆಗಳನ್ನು ನಡೆಸಲಾಯಿತು. ಅಗತ್ಯವಿರುವವರಿಗೆ ಉಚಿತವಾಗಿ ಔಷಧಿಗಳನ್ನು ವಿತರಿಸಲಾಯಿತು. ಶಿಬಿರದಲ್ಲಿ ನೂರಾರು ಪಾದಯಾತ್ರಿಕರು ಭಾಗವಹಿಸಿ ಆರೋಗ್ಯ ತಪಾಸಣೆ ಮಾಡಿಸಿಕೊಂಡರು. ಆಸ್ಪತ್ರೆಯ ಆಡಳಿತ ಮಂಡಳಿ ಸದಸ್ಯರು ಹಾಗೂ ಸ್ವಯಂಸೇವಕರು ಭಕ್ತರಿಗೆ ಹಣ್ಣು ಹಂಪಲು ಹಾಗೂ ಕುಡಿಯುವ ನೀರಿನ ವ್ಯವಸ್ಥೆ ಮಾಡಿದ್ದರು. bbox=[400, 501, 550, 579]
byline-health-camp: ಭೀಮ ವಿಜಯ ನ್ಯೂಸ್ bbox=[256, 420, 330, 430]
headline-electricity: ಫೆ.13 ರಂದು ವಿದ್ಯುತ್ ವ್ಯತ್ಯಯ bbox=[8, 380, 236, 412]
